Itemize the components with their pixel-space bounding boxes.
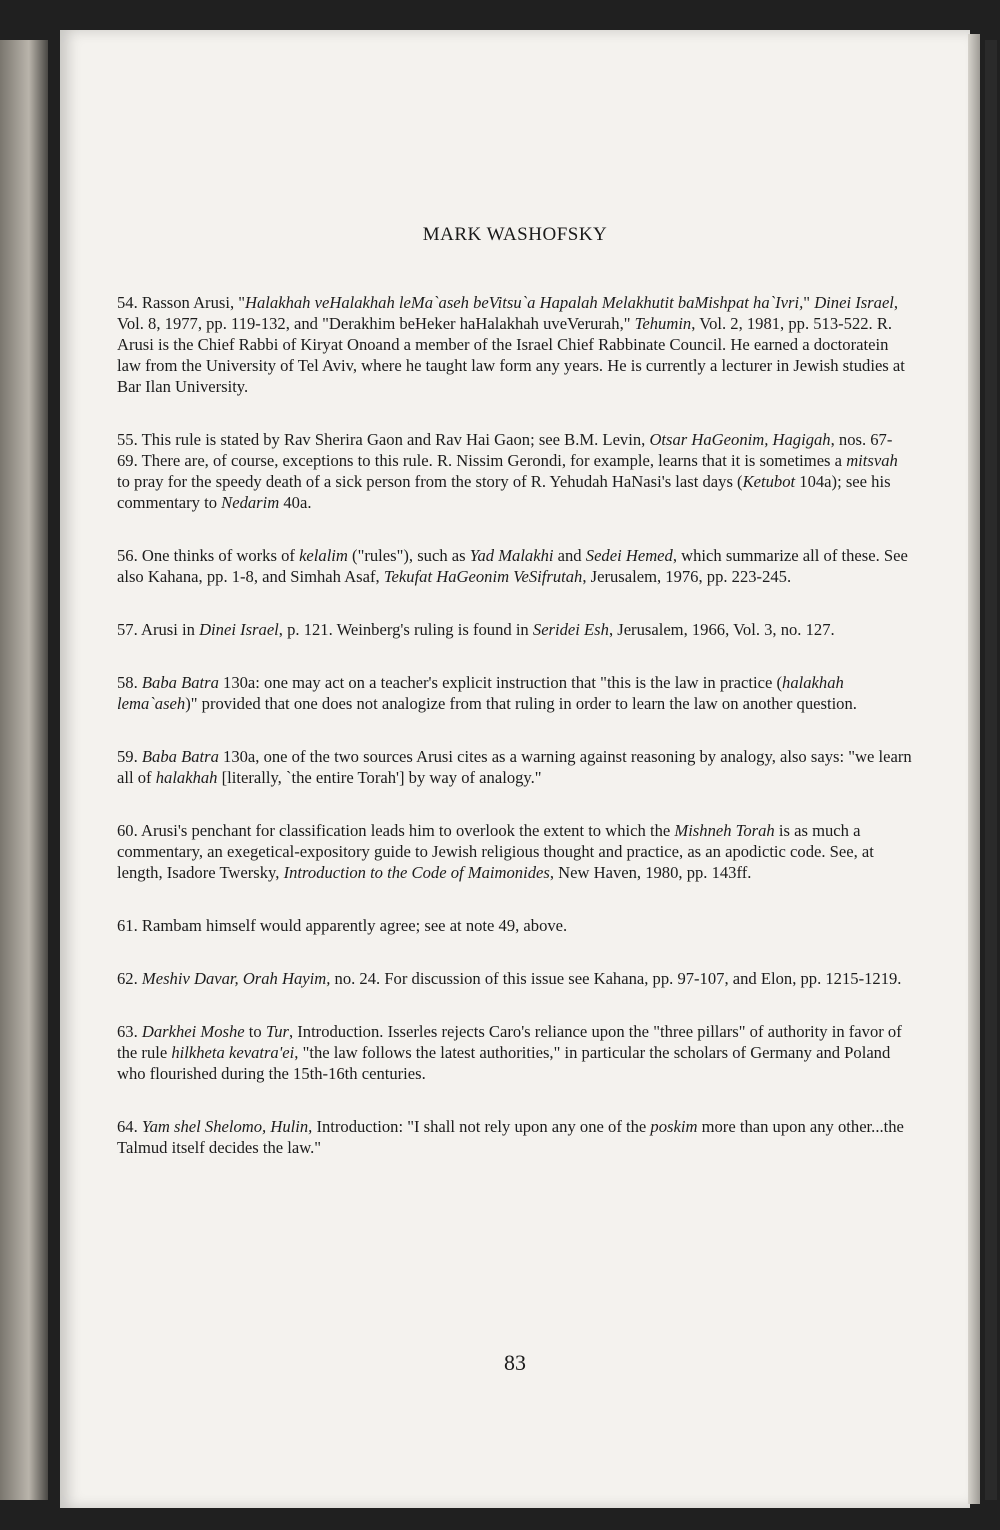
footnote-italic-text: poskim bbox=[650, 1117, 698, 1136]
footnote-italic-text: Nedarim bbox=[221, 493, 280, 512]
footnote-text: , Vol. 2, 1981, pp. 513-522. R. Arusi is the Chief Rabbi of Kiryat Onoand a member of the Israel Chief Rabbinate Council. He earned a doctoratein law from the University of Tel Aviv, where he taught law form any years. He is currently a lecturer in Jewish studies at Bar Ilan University. bbox=[117, 314, 905, 396]
footnote-italic-text: halakhah bbox=[155, 768, 218, 787]
footnote-number: 60. bbox=[117, 821, 141, 840]
footnote-number: 62. bbox=[117, 969, 142, 988]
footnote-italic-text: Yam shel Shelomo, Hulin, bbox=[141, 1117, 313, 1136]
footnote-italic-text: halakhah lema`aseh bbox=[117, 673, 844, 713]
footnote-text: Rambam himself would apparently agree; see at note 49, above. bbox=[141, 916, 568, 935]
footnote bbox=[117, 545, 913, 587]
footnote bbox=[117, 429, 913, 513]
footnote-text: , "the law follows the latest authorities," in particular the scholars of Germany and Poland who flourished during the 15th-16th centuries. bbox=[117, 1043, 891, 1083]
footnote-italic-text: Sedei Hemed bbox=[585, 546, 673, 565]
footnote-italic-text: Baba Batra bbox=[141, 747, 219, 766]
footnote-italic-text: Ketubot bbox=[742, 472, 796, 491]
footnote-italic-text: Seridei Esh bbox=[532, 620, 609, 639]
footnote bbox=[117, 968, 913, 989]
footnote-number: 54. bbox=[117, 293, 142, 312]
footnote-text: , New Haven, 1980, pp. 143ff. bbox=[549, 863, 752, 882]
footnote-text: , p. 121. Weinberg's ruling is found in bbox=[278, 620, 533, 639]
adjacent-page-edge bbox=[0, 40, 48, 1500]
footnote-number: 63. bbox=[117, 1022, 142, 1041]
page-number: 83 bbox=[504, 1350, 526, 1375]
footnote-italic-text: hilkheta kevatra'ei bbox=[171, 1043, 295, 1062]
footnote-text: " bbox=[803, 293, 815, 312]
footnote-text: , Jerusalem, 1976, pp. 223-245. bbox=[582, 567, 792, 586]
footnote-text: Arusi's penchant for classification leads him to overlook the extent to which the bbox=[140, 821, 675, 840]
footnote-italic-text: Dinei Israel bbox=[199, 620, 279, 639]
running-head: MARK WASHOFSKY bbox=[422, 224, 608, 245]
book-page bbox=[60, 30, 970, 1508]
footnote-text: and bbox=[553, 546, 586, 565]
footnote-text: is as much a commentary, an exegetical-expository guide to Jewish religious thought and practice, as an apodictic code. See, at length, Isadore Twersky, bbox=[117, 821, 874, 882]
footnote bbox=[117, 1116, 913, 1158]
footnote-text: 130a, one of the two sources Arusi cites as a warning against reasoning by analogy, also says: "we learn all of bbox=[117, 747, 912, 787]
footnote-italic-text: Tur bbox=[265, 1022, 289, 1041]
footnote-italic-text: Dinei Israel bbox=[814, 293, 894, 312]
footnote-number: 64. bbox=[117, 1117, 142, 1136]
footnote-italic-text: Meshiv Davar, Orah Hayim, bbox=[141, 969, 331, 988]
footnote-italic-text: Tehumin bbox=[634, 314, 692, 333]
footnote-italic-text: Baba Batra bbox=[141, 673, 219, 692]
footnote bbox=[117, 820, 913, 883]
footnote-number: 55. bbox=[117, 430, 142, 449]
scanner-border bbox=[985, 40, 997, 1500]
footnote-italic-text: Halakhah veHalakhah leMa`aseh beVitsu`a Hapalah Melakhutit baMishpat ha`Ivri, bbox=[245, 293, 804, 312]
footnote-number: 57. bbox=[117, 620, 141, 639]
footnote bbox=[117, 746, 913, 788]
footnote-text: to pray for the speedy death of a sick person from the story of R. Yehudah HaNasi's last days ( bbox=[117, 472, 743, 491]
footnote-italic-text: Mishneh Torah bbox=[674, 821, 775, 840]
footnote-text: One thinks of works of bbox=[141, 546, 300, 565]
footnote-number: 58. bbox=[117, 673, 142, 692]
footnote-italic-text: mitsvah bbox=[846, 451, 898, 470]
footnotes-list bbox=[117, 292, 913, 1190]
footnote-italic-text: Yad Malakhi bbox=[469, 546, 554, 565]
footnote-text: no. 24. For discussion of this issue see Kahana, pp. 97-107, and Elon, pp. 1215-1219. bbox=[330, 969, 902, 988]
footnote-number: 56. bbox=[117, 546, 142, 565]
footnote-text: more than upon any other...the Talmud itself decides the law." bbox=[117, 1117, 904, 1157]
footnote bbox=[117, 1021, 913, 1084]
footnote-text: , which summarize all of these. See also Kahana, pp. 1-8, and Simhah Asaf, bbox=[117, 546, 908, 586]
footnote-italic-text: Tekufat HaGeonim VeSifrutah bbox=[383, 567, 583, 586]
footnote-text: [literally, `the entire Torah'] by way of analogy." bbox=[217, 768, 542, 787]
footnote-italic-text: Otsar HaGeonim, Hagigah bbox=[649, 430, 831, 449]
footnote-text: , Jerusalem, 1966, Vol. 3, no. 127. bbox=[608, 620, 835, 639]
footnote-text: 104a); see his commentary to bbox=[117, 472, 891, 512]
footnote-text: ("rules"), such as bbox=[347, 546, 470, 565]
footnote-text: Introduction: "I shall not rely upon any one of the bbox=[312, 1117, 651, 1136]
footnote-text: Rasson Arusi, " bbox=[141, 293, 246, 312]
footnote-italic-text: kelalim bbox=[299, 546, 348, 565]
footnote bbox=[117, 619, 913, 640]
footnote-italic-text: Darkhei Moshe bbox=[141, 1022, 245, 1041]
footnote-text: 130a: one may act on a teacher's explicit instruction that "this is the law in practice ( bbox=[218, 673, 783, 692]
footnote-text: , Introduction. Isserles rejects Caro's reliance upon the "three pillars" of authority in favor of the rule bbox=[117, 1022, 902, 1062]
footnote-italic-text: Introduction to the Code of Maimonides bbox=[283, 863, 550, 882]
footnote-text: This rule is stated by Rav Sherira Gaon and Rav Hai Gaon; see B.M. Levin, bbox=[141, 430, 650, 449]
footnote-number: 61. bbox=[117, 916, 142, 935]
footnote-text: Arusi in bbox=[140, 620, 200, 639]
footnote-text: to bbox=[244, 1022, 266, 1041]
footnote-text: , Vol. 8, 1977, pp. 119-132, and "Derakhim beHeker haHalakhah uveVerurah," bbox=[117, 293, 899, 333]
footnote bbox=[117, 915, 913, 936]
footnote-text: )" provided that one does not analogize from that ruling in order to learn the law on another question. bbox=[185, 694, 857, 713]
footnote-number: 59. bbox=[117, 747, 142, 766]
page-stack-edge bbox=[968, 34, 980, 1504]
footnote-text: 40a. bbox=[279, 493, 312, 512]
footnote bbox=[117, 672, 913, 714]
footnote bbox=[117, 292, 913, 397]
footnote-text: , nos. 67-69. There are, of course, exceptions to this rule. R. Nissim Gerondi, for example, learns that it is sometimes a bbox=[117, 430, 893, 470]
